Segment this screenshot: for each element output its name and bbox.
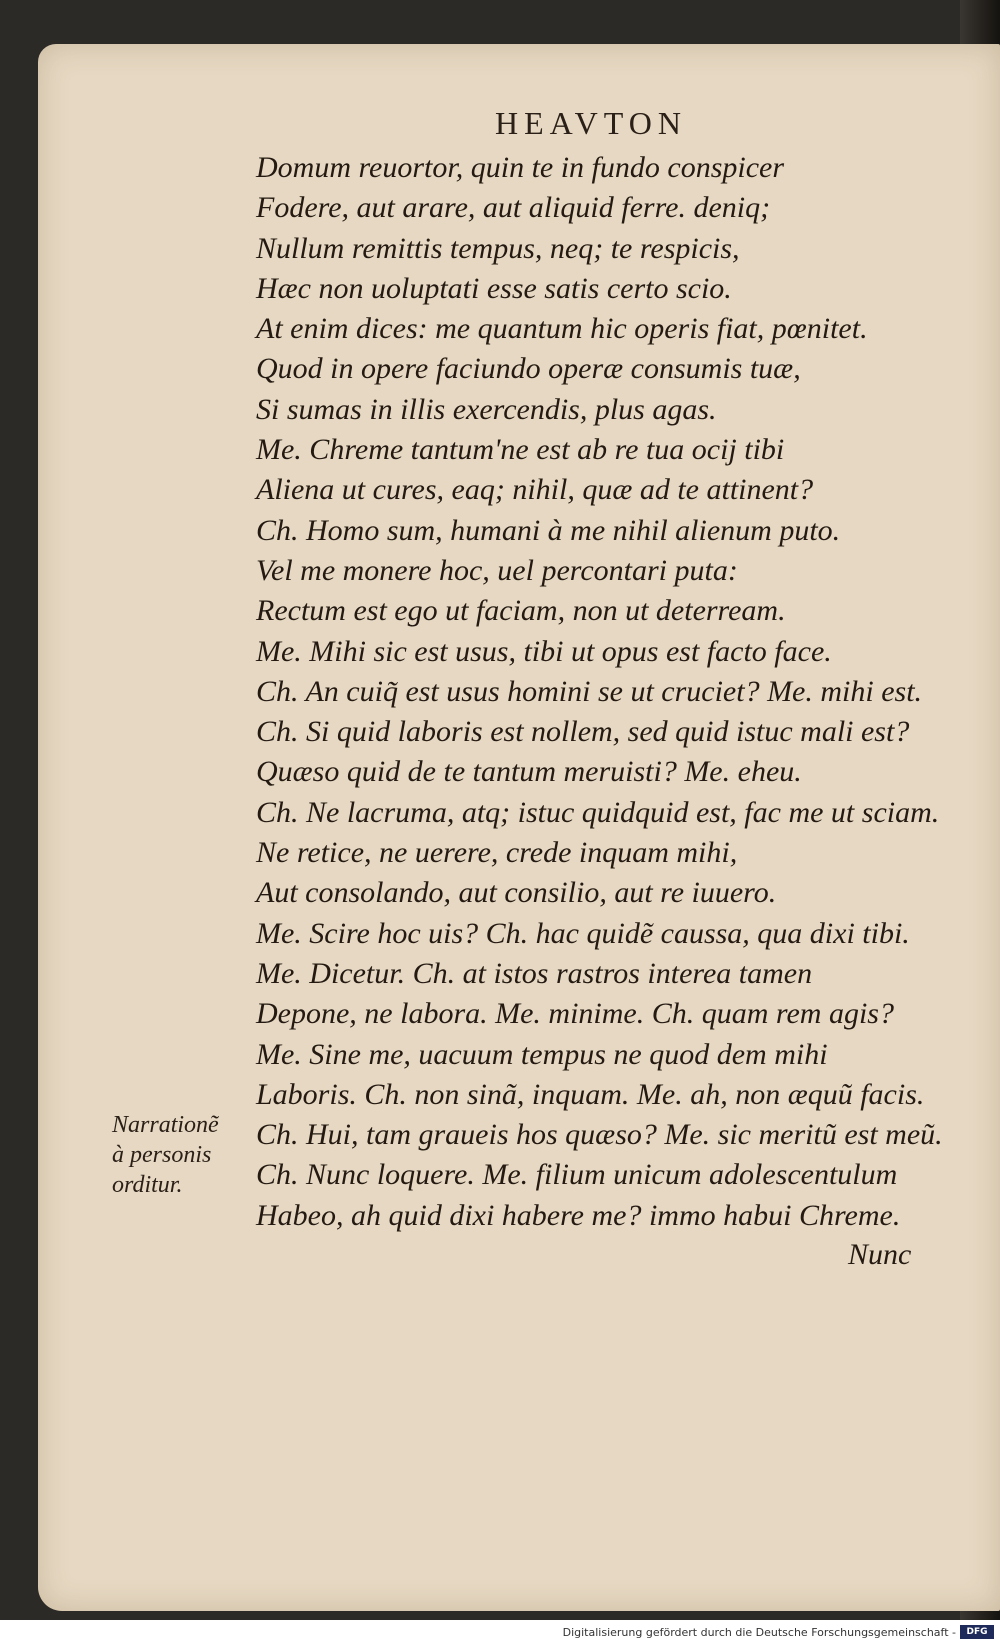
- verse-line: Domum reuortor, quin te in fundo conspicer: [256, 151, 785, 184]
- verse-line: Ne retice, ne uerere, crede inquam mihi,: [256, 836, 738, 870]
- verse-line: Ch. Homo sum, humani à me nihil alienum puto.: [256, 513, 841, 547]
- catchword: Nunc: [848, 1238, 912, 1271]
- verse-line: Si sumas in illis exercendis, plus agas.: [256, 392, 717, 426]
- marginal-note-line: Narrationẽ: [112, 1112, 219, 1138]
- verse-line: Habeo, ah quid dixi habere me? immo habui Chreme.: [256, 1198, 901, 1232]
- verse-line: Hæc non uoluptati esse satis certo scio.: [256, 271, 732, 305]
- verse-line: Rectum est ego ut faciam, non ut deterream.: [256, 594, 786, 628]
- verse-line: Me. Scire hoc uis? Ch. hac quidẽ caussa, qua dixi tibi.: [256, 916, 910, 950]
- verse-line: Ch. Ne lacruma, atq; istuc quidquid est, fac me ut sciam.: [256, 795, 940, 829]
- verse-line: Me. Dicetur. Ch. at istos rastros interea tamen: [256, 956, 813, 990]
- verse-line: Me. Mihi sic est usus, tibi ut opus est facto face.: [256, 634, 832, 668]
- verse-list: [256, 148, 976, 1236]
- dfg-logo: DFG: [960, 1625, 994, 1639]
- verse-line: Quæso quid de te tantum meruisti? Me. eheu.: [256, 755, 802, 789]
- marginal-note-line: orditur.: [112, 1172, 183, 1198]
- verse-line: Vel me monere hoc, uel percontari puta:: [256, 553, 738, 587]
- verse-line: Nullum remittis tempus, neq; te respicis,: [256, 231, 740, 265]
- verse-line: Ch. An cuiq̃ est usus homini se ut cruciet? Me. mihi est.: [256, 674, 923, 708]
- verse-line: Quod in opere faciundo operæ consumis tuæ,: [256, 352, 801, 386]
- marginal-note-line: à personis: [112, 1142, 212, 1168]
- verse-line: At enim dices: me quantum hic operis fiat, pœnitet.: [256, 312, 868, 346]
- verse-line: Ch. Hui, tam graueis hos quæso? Me. sic meritũ est meũ.: [256, 1118, 943, 1152]
- running-head: HEAVTON: [495, 105, 687, 141]
- verse-line: Fodere, aut arare, aut aliquid ferre. deniq;: [256, 191, 771, 225]
- verse-line: Depone, ne labora. Me. minime. Ch. quam rem agis?: [256, 997, 894, 1031]
- footer-credit: Digitalisierung gefördert durch die Deutsche Forschungsgemeinschaft -: [562, 1626, 956, 1639]
- verse-line: Aut consolando, aut consilio, aut re iuuero.: [256, 876, 777, 910]
- verse-line: Laboris. Ch. non sinã, inquam. Me. ah, non æquũ facis.: [256, 1077, 925, 1111]
- verse-line: Me. Chreme tantum'ne est ab re tua ocij tibi: [256, 433, 785, 467]
- verse-line: Ch. Si quid laboris est nollem, sed quid istuc mali est?: [256, 715, 910, 749]
- marginal-note: [112, 1110, 252, 1200]
- verse-line: Aliena ut cures, eaq; nihil, quæ ad te attinent?: [256, 473, 814, 507]
- verse-line: Ch. Nunc loquere. Me. filium unicum adolescentulum: [256, 1158, 898, 1192]
- verse-line: Me. Sine me, uacuum tempus ne quod dem mihi: [256, 1037, 828, 1071]
